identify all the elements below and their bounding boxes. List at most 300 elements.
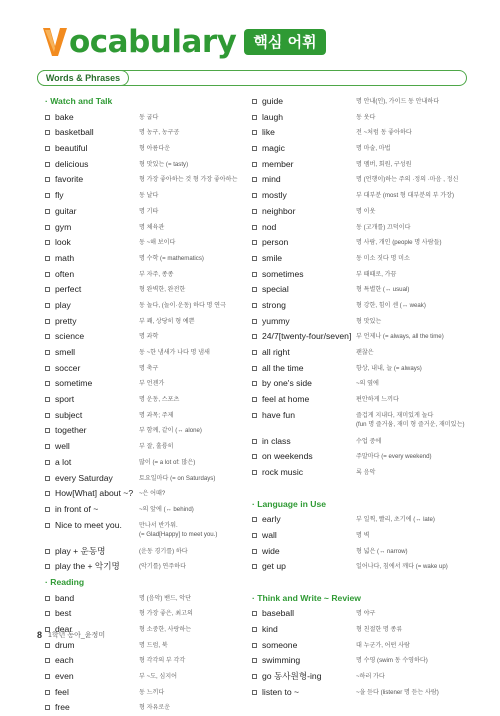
vocab-row <box>252 314 457 330</box>
checkbox-icon[interactable] <box>45 460 50 465</box>
vocab-row <box>45 361 250 377</box>
checkbox-icon[interactable] <box>45 507 50 512</box>
checkbox-icon[interactable] <box>45 225 50 230</box>
vocab-row <box>45 141 250 157</box>
checkbox-icon[interactable] <box>252 611 257 616</box>
meaning: 명 사람, 개인 (people 명 사람들) <box>356 239 442 247</box>
term: band <box>55 592 75 603</box>
meaning: 명 운동, 스포츠 <box>139 396 180 404</box>
vocab-row <box>45 455 250 471</box>
term: in class <box>262 435 291 446</box>
term: each <box>55 655 74 666</box>
meaning: 명 마술, 마법 <box>356 145 391 153</box>
term: rock music <box>262 467 304 478</box>
page-header <box>42 22 326 62</box>
checkbox-icon[interactable] <box>252 517 257 522</box>
term: all the time <box>262 362 304 373</box>
vocab-row <box>252 392 457 408</box>
meaning <box>139 521 217 539</box>
vocab-row <box>252 282 457 298</box>
checkbox-icon[interactable] <box>252 397 257 402</box>
meaning: 항상, 내내, 늘 (= always) <box>356 364 422 372</box>
term: early <box>262 514 281 525</box>
meaning: ~의 옆에 <box>356 380 379 388</box>
vocab-row <box>45 314 250 330</box>
checkbox-icon[interactable] <box>45 272 50 277</box>
checkbox-icon[interactable] <box>252 381 257 386</box>
meaning: 형 소중한, 사랑하는 <box>139 626 192 633</box>
vocab-row <box>252 528 457 544</box>
checkbox-icon[interactable] <box>45 705 50 710</box>
checkbox-icon[interactable] <box>45 444 50 449</box>
vocab-row <box>45 267 250 283</box>
vocab-row <box>252 606 457 622</box>
meaning: 명 수영 (swim 동 수영하다) <box>356 657 428 665</box>
vocab-row <box>45 423 250 439</box>
vocab-row <box>45 591 250 607</box>
term: play + 운동명 <box>55 545 106 556</box>
term: basketball <box>55 127 94 138</box>
term: neighbor <box>262 205 296 216</box>
checkbox-icon[interactable] <box>252 146 257 151</box>
checkbox-icon[interactable] <box>45 397 50 402</box>
vocab-row <box>252 669 457 685</box>
term: like <box>262 127 275 138</box>
checkbox-icon[interactable] <box>252 658 257 663</box>
meaning: 명 멤버, 회원, 구성원 <box>356 160 412 168</box>
checkbox-icon[interactable] <box>45 366 50 371</box>
vocab-row <box>252 235 457 251</box>
meaning: 형 맛있는 (= tasty) <box>139 160 189 168</box>
checkbox-icon[interactable] <box>45 287 50 292</box>
term: sometimes <box>262 268 304 279</box>
checkbox-icon[interactable] <box>45 303 50 308</box>
term: feel at home <box>262 394 310 405</box>
meaning: 명 (음악) 밴드, 악단 <box>139 594 192 602</box>
vocab-row <box>252 638 457 654</box>
vocab-row <box>45 110 250 126</box>
term: science <box>55 331 85 342</box>
meaning: 부 일찍, 빨리, 초기에 (↔ late) <box>356 516 435 524</box>
vocab-row <box>45 204 250 220</box>
meaning: 일어나다, 침에서 깨다 (= wake up) <box>356 563 448 571</box>
book-label: 1학년 동아_윤정미 <box>48 632 106 639</box>
spacer <box>252 575 457 591</box>
meaning: 전 ~처럼 동 좋아하다 <box>356 129 412 137</box>
term: kind <box>262 624 278 634</box>
meaning: 부 ~도, 심지어 <box>139 673 178 681</box>
vocab-row <box>252 94 457 110</box>
vocab-row <box>45 559 250 575</box>
section-label: Words & Phrases <box>45 73 121 83</box>
checkbox-icon[interactable] <box>252 470 257 475</box>
meaning: 형 친절한 명 종류 <box>356 626 403 633</box>
meaning: 형 맛있는 <box>356 317 382 325</box>
meaning: 형 각각의 부 각각 <box>139 657 186 665</box>
meaning: 동 (고개를) 끄덕이다 <box>356 223 411 231</box>
vocab-row <box>45 685 250 701</box>
checkbox-icon[interactable] <box>45 115 50 120</box>
meaning: 명 안내(인), 가이드 동 안내하다 <box>356 98 440 105</box>
term: look <box>55 237 71 248</box>
checkbox-icon[interactable] <box>45 564 50 569</box>
meaning: 동 웃다 <box>356 113 376 121</box>
meaning: 수업 중에 <box>356 437 382 445</box>
vocab-row <box>45 700 250 716</box>
term: math <box>55 252 75 263</box>
term: fly <box>55 190 64 201</box>
meaning: 형 넓은 (↔ narrow) <box>356 547 408 555</box>
right-column <box>252 94 465 700</box>
term: yummy <box>262 315 290 326</box>
meaning: 동 날다 <box>139 192 159 200</box>
checkbox-icon[interactable] <box>252 115 257 120</box>
vocab-row <box>45 282 250 298</box>
checkbox-icon[interactable] <box>45 413 50 418</box>
checkbox-icon[interactable] <box>45 193 50 198</box>
meaning: 부 언제나 (= always, all the time) <box>356 333 444 341</box>
term: gym <box>55 221 72 232</box>
meaning: (악기를) 연주하다 <box>139 563 186 571</box>
checkbox-icon[interactable] <box>252 564 257 569</box>
checkbox-icon[interactable] <box>45 350 50 355</box>
meaning: 록 음악 <box>356 469 376 477</box>
checkbox-icon[interactable] <box>45 319 50 324</box>
meaning: 대 누군가, 어떤 사람 <box>356 641 410 649</box>
vocab-row <box>252 298 457 314</box>
term: nod <box>262 221 277 232</box>
vocab-row <box>45 638 250 654</box>
vocab-row <box>252 544 457 560</box>
term: feel <box>55 686 69 697</box>
meaning-line: (= Glad[Happy] to meet you.) <box>139 530 218 538</box>
checkbox-icon[interactable] <box>45 209 50 214</box>
meaning-line: 만나서 반가워. <box>139 521 178 529</box>
checkbox-icon[interactable] <box>252 177 257 182</box>
vocab-row <box>252 512 457 528</box>
vocab-row <box>45 125 250 141</box>
checkbox-icon[interactable] <box>252 549 257 554</box>
checkbox-icon[interactable] <box>252 193 257 198</box>
meaning: 동 미소 짓다 명 미소 <box>356 254 410 262</box>
meaning <box>356 411 465 429</box>
meaning: 부 대부분 (most 형 대부분의 부 가장) <box>356 192 455 200</box>
page-number: 8 <box>37 630 43 640</box>
term: have fun <box>262 409 295 420</box>
spacer <box>252 481 457 497</box>
checkbox-icon[interactable] <box>45 549 50 554</box>
checkbox-icon[interactable] <box>252 99 257 104</box>
meaning: ~의 앞에 (↔ behind) <box>139 505 194 513</box>
page-footer <box>37 630 105 640</box>
checkbox-icon[interactable] <box>45 334 50 339</box>
checkbox-icon[interactable] <box>252 130 257 135</box>
term: bake <box>55 111 74 122</box>
meaning: ~을 듣다 (listener 명 듣는 사람) <box>356 688 439 696</box>
term: delicious <box>55 158 89 169</box>
meaning: 형 가장 좋아하는 것 형 가장 좋아하는 <box>139 176 238 184</box>
vocab-row <box>45 251 250 267</box>
meaning: 형 완벽한, 완전한 <box>139 286 186 294</box>
vocab-row <box>45 669 250 685</box>
vocab-row <box>45 606 250 622</box>
term: on weekends <box>262 451 313 462</box>
term: subject <box>55 409 83 420</box>
term: often <box>55 268 75 279</box>
term: magic <box>262 143 285 154</box>
checkbox-icon[interactable] <box>252 439 257 444</box>
vocab-row <box>252 559 457 575</box>
meaning: 동 ~해 보이다 <box>139 239 176 247</box>
term: dear <box>55 624 73 634</box>
checkbox-icon[interactable] <box>252 225 257 230</box>
term: every Saturday <box>55 472 113 483</box>
term: play the + 악기명 <box>55 561 120 572</box>
vocab-row <box>252 376 457 392</box>
meaning: ~하러 가다 <box>356 673 385 681</box>
checkbox-icon[interactable] <box>45 162 50 167</box>
checkbox-icon[interactable] <box>252 643 257 648</box>
meaning: 괜찮은 <box>356 349 374 356</box>
term: all right <box>262 347 290 357</box>
vocab-row <box>252 251 457 267</box>
term: Nice to meet you. <box>55 519 122 530</box>
checkbox-icon[interactable] <box>252 303 257 308</box>
vocab-row <box>252 267 457 283</box>
term: mind <box>262 174 281 185</box>
meaning: 명 드럼, 북 <box>139 641 168 649</box>
meaning: 명 벽 <box>356 531 370 539</box>
meaning: 편안하게 느끼다 <box>356 396 399 404</box>
checkbox-icon[interactable] <box>252 162 257 167</box>
vocab-row <box>45 235 250 251</box>
meaning: 부 때때로, 가끔 <box>356 270 397 278</box>
vocab-row <box>45 157 250 173</box>
checkbox-icon[interactable] <box>252 240 257 245</box>
checkbox-icon[interactable] <box>45 690 50 695</box>
meaning: 명 수학 (= mathematics) <box>139 254 204 262</box>
term: get up <box>262 561 286 572</box>
meaning: 명 기타 <box>139 207 159 215</box>
term: person <box>262 237 289 248</box>
meaning: 명 과목; 주제 <box>139 411 174 419</box>
term: someone <box>262 639 298 650</box>
meaning: 명 이웃 <box>356 207 376 215</box>
vocab-row <box>45 502 250 518</box>
vocab-row <box>252 110 457 126</box>
section-tab <box>37 70 129 86</box>
checkbox-icon[interactable] <box>45 256 50 261</box>
term: special <box>262 284 289 295</box>
meaning: 형 강한, 힘이 센 (↔ weak) <box>356 301 426 309</box>
meaning: 형 특별한 (↔ usual) <box>356 286 410 294</box>
meaning: ~은 어때? <box>139 490 166 498</box>
vocab-row <box>252 345 457 361</box>
checkbox-icon[interactable] <box>252 334 257 339</box>
meaning: 부 언젠가 <box>139 380 165 388</box>
vocab-row <box>252 465 457 481</box>
term: 24/7[twenty-four/seven] <box>262 331 352 342</box>
checkbox-icon[interactable] <box>45 130 50 135</box>
checkbox-icon[interactable] <box>252 454 257 459</box>
meaning: 명 농구, 농구공 <box>139 129 180 137</box>
term: perfect <box>55 284 82 295</box>
checkbox-icon[interactable] <box>252 533 257 538</box>
subtitle-badge: 핵심 어휘 <box>244 29 325 55</box>
checkbox-icon[interactable] <box>45 476 50 481</box>
left-column <box>45 94 250 716</box>
term: together <box>55 425 87 436</box>
vocab-row <box>252 329 457 345</box>
meaning: 명 (언행이)하는 주의 ·정의 ·마음 , 정신 <box>356 176 459 184</box>
checkbox-icon[interactable] <box>252 256 257 261</box>
term: sometime <box>55 378 93 389</box>
meaning: 형 자유로운 <box>139 704 171 712</box>
vocab-row <box>252 449 457 465</box>
term: guitar <box>55 205 77 216</box>
meaning: 부 자주, 종종 <box>139 270 174 278</box>
vocab-row <box>45 172 250 188</box>
vocab-row <box>252 361 457 377</box>
term: best <box>55 608 72 619</box>
term: baseball <box>262 608 295 619</box>
checkbox-icon[interactable] <box>45 658 50 663</box>
term: listen to ~ <box>262 686 300 697</box>
term: smile <box>262 252 283 263</box>
vocab-row <box>252 434 457 450</box>
term: How[What] about ~? <box>55 488 134 499</box>
vocabulary-title-text: ocabulary <box>69 24 237 60</box>
checkbox-icon[interactable] <box>252 690 257 695</box>
meaning: 명 야구 <box>356 610 376 618</box>
vocab-row <box>45 345 250 361</box>
vocab-row <box>45 408 250 424</box>
checkbox-icon[interactable] <box>45 240 50 245</box>
term: swimming <box>262 655 301 666</box>
vocab-row <box>45 298 250 314</box>
vocab-row <box>252 685 457 701</box>
checkbox-icon[interactable] <box>252 319 257 324</box>
meaning-line: (fun 명 즐거움, 재미 형 즐거운, 재미있는) <box>356 420 465 428</box>
vocab-row <box>252 157 457 173</box>
term: guide <box>262 96 284 106</box>
category-heading: · Think and Write ~ Review <box>252 592 361 603</box>
vocab-row <box>45 544 250 560</box>
term: laugh <box>262 111 284 122</box>
meaning: (운동 경기를) 하다 <box>139 547 188 555</box>
checkbox-icon[interactable] <box>252 209 257 214</box>
term: free <box>55 702 70 713</box>
vocab-row <box>252 172 457 188</box>
term: strong <box>262 299 286 310</box>
vocab-row <box>252 220 457 236</box>
meaning: 많이 (= a lot of: 많은) <box>139 458 196 466</box>
checkbox-icon[interactable] <box>45 523 50 528</box>
vocab-row <box>252 408 465 434</box>
v-logo-letter <box>42 26 68 58</box>
vocab-row <box>252 204 457 220</box>
term: by one's side <box>262 378 312 389</box>
meaning: 동 느끼다 <box>139 688 165 696</box>
term: favorite <box>55 174 84 185</box>
meaning: 토요일마다 (= on Saturdays) <box>139 474 216 482</box>
meaning: 형 아름다운 <box>139 145 171 153</box>
vocab-row <box>45 392 250 408</box>
meaning: 명 체육관 <box>139 223 165 231</box>
term: pretty <box>55 315 77 326</box>
vocab-row <box>252 622 457 638</box>
meaning: 부 함께, 같이 (↔ alone) <box>139 427 202 435</box>
term: beautiful <box>55 143 88 154</box>
checkbox-icon[interactable] <box>45 674 50 679</box>
meaning: 동 ~한 냄새가 나다 명 냄새 <box>139 349 210 356</box>
category-heading: · Watch and Talk <box>45 96 113 106</box>
meaning: 주말마다 (= every weekend) <box>356 453 432 461</box>
checkbox-icon[interactable] <box>45 146 50 151</box>
term: play <box>55 299 71 310</box>
vocabulary-title <box>42 24 236 60</box>
meaning: 명 과학 <box>139 333 159 341</box>
meaning: 명 축구 <box>139 364 159 372</box>
checkbox-icon[interactable] <box>252 287 257 292</box>
checkbox-icon[interactable] <box>45 596 50 601</box>
checkbox-icon[interactable] <box>252 350 257 355</box>
checkbox-icon[interactable] <box>45 428 50 433</box>
vocab-row <box>45 518 250 544</box>
checkbox-icon[interactable] <box>252 366 257 371</box>
term: wall <box>262 529 277 540</box>
checkbox-icon[interactable] <box>45 643 50 648</box>
checkbox-icon[interactable] <box>45 611 50 616</box>
term: mostly <box>262 190 287 201</box>
term: sport <box>55 394 75 405</box>
vocab-row <box>45 486 250 502</box>
term: wide <box>262 545 280 556</box>
checkbox-icon[interactable] <box>45 381 50 386</box>
meaning: 동 놀다, (놀이·운동) 하다 명 연극 <box>139 301 226 309</box>
vocab-row <box>45 188 250 204</box>
section-bar <box>37 70 467 86</box>
vocab-row <box>45 220 250 236</box>
term: drum <box>55 639 75 650</box>
term: in front of ~ <box>55 503 99 514</box>
term: go 동사원형-ing <box>262 671 322 682</box>
vocab-row <box>45 471 250 487</box>
meaning-line: 즐겁게 지내다, 재미있게 놀다 <box>356 411 434 419</box>
checkbox-icon[interactable] <box>252 674 257 679</box>
vocab-row <box>45 329 250 345</box>
term: member <box>262 158 294 169</box>
checkbox-icon[interactable] <box>252 627 257 632</box>
term: smell <box>55 347 76 357</box>
meaning: 동 굽다 <box>139 113 159 121</box>
checkbox-icon[interactable] <box>45 177 50 182</box>
category-heading: · Language in Use <box>252 498 327 509</box>
category-heading: · Reading <box>45 576 85 587</box>
term: well <box>55 441 70 452</box>
vocab-row <box>252 141 457 157</box>
checkbox-icon[interactable] <box>252 413 257 418</box>
term: a lot <box>55 456 72 467</box>
term: soccer <box>55 362 81 373</box>
term: even <box>55 671 74 682</box>
vocab-row <box>252 125 457 141</box>
vocab-row <box>45 376 250 392</box>
meaning: 형 가장 좋은, 최고의 <box>139 610 193 618</box>
checkbox-icon[interactable] <box>252 272 257 277</box>
checkbox-icon[interactable] <box>45 491 50 496</box>
meaning: 부 잘, 훌륭히 <box>139 443 174 451</box>
